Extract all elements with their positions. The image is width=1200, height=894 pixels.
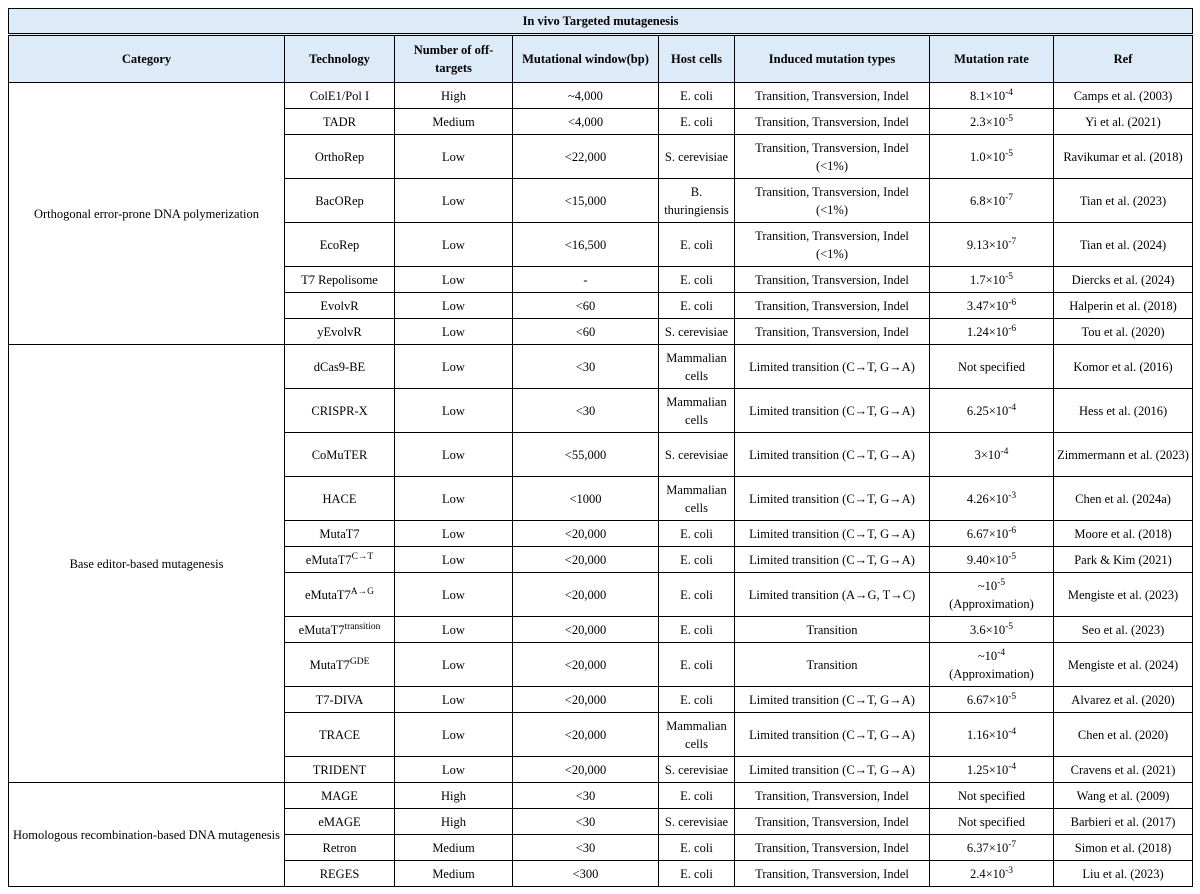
rate-exponent: -5	[1005, 113, 1014, 124]
offtargets-cell: Low	[395, 179, 513, 223]
rate-exponent: -7	[1008, 839, 1017, 850]
category-cell: Homologous recombination-based DNA mutagenesis	[9, 783, 285, 887]
window-cell: <1000	[513, 477, 659, 521]
rate-value: ~10	[977, 648, 998, 663]
technology-superscript: GDE	[349, 656, 370, 667]
header-window: Mutational window(bp)	[513, 35, 659, 83]
technology-cell	[285, 223, 395, 267]
table-title: In vivo Targeted mutagenesis	[9, 9, 1193, 35]
technology-name: eMutaT7	[298, 622, 345, 637]
mutation-types-cell: Limited transition (C→T, G→A)	[735, 757, 930, 783]
window-cell: <60	[513, 319, 659, 345]
host-cell: E. coli	[659, 835, 735, 861]
offtargets-cell: Low	[395, 319, 513, 345]
window-cell: <20,000	[513, 687, 659, 713]
rate-value: 6.67×10	[966, 692, 1009, 707]
technology-cell	[285, 713, 395, 757]
window-cell: <30	[513, 835, 659, 861]
mutagenesis-table	[8, 8, 1193, 887]
technology-name: T7 Repolisome	[301, 272, 378, 287]
ref-cell: Diercks et al. (2024)	[1054, 267, 1193, 293]
offtargets-cell: Low	[395, 757, 513, 783]
mutation-types-cell: Transition, Transversion, Indel (<1%)	[735, 179, 930, 223]
technology-cell	[285, 433, 395, 477]
ref-cell: Barbieri et al. (2017)	[1054, 809, 1193, 835]
mutation-types-cell: Limited transition (C→T, G→A)	[735, 687, 930, 713]
offtargets-cell: Low	[395, 643, 513, 687]
host-cell: E. coli	[659, 293, 735, 319]
mutation-rate-cell	[930, 521, 1054, 547]
ref-cell: Tou et al. (2020)	[1054, 319, 1193, 345]
rate-value: 8.1×10	[969, 88, 1006, 103]
technology-cell	[285, 83, 395, 109]
window-cell: <300	[513, 861, 659, 887]
ref-cell: Alvarez et al. (2020)	[1054, 687, 1193, 713]
mutation-types-cell: Limited transition (C→T, G→A)	[735, 521, 930, 547]
ref-cell: Moore et al. (2018)	[1054, 521, 1193, 547]
technology-cell	[285, 835, 395, 861]
host-cell: E. coli	[659, 573, 735, 617]
offtargets-cell: Low	[395, 267, 513, 293]
offtargets-cell: Low	[395, 345, 513, 389]
mutation-rate-cell	[930, 223, 1054, 267]
ref-cell: Halperin et al. (2018)	[1054, 293, 1193, 319]
mutation-rate-cell	[930, 293, 1054, 319]
technology-name: dCas9-BE	[313, 359, 366, 374]
rate-value: 1.25×10	[966, 762, 1009, 777]
window-cell: <20,000	[513, 521, 659, 547]
ref-cell: Ravikumar et al. (2018)	[1054, 135, 1193, 179]
mutation-types-cell: Transition, Transversion, Indel (<1%)	[735, 135, 930, 179]
offtargets-cell: Medium	[395, 835, 513, 861]
technology-cell	[285, 109, 395, 135]
window-cell: <30	[513, 783, 659, 809]
rate-exponent: -4	[1008, 726, 1017, 737]
mutation-types-cell: Transition, Transversion, Indel	[735, 783, 930, 809]
window-cell: <20,000	[513, 573, 659, 617]
mutation-rate-cell	[930, 389, 1054, 433]
header-category: Category	[9, 35, 285, 83]
rate-exponent: -6	[1008, 323, 1017, 334]
mutation-types-cell: Transition, Transversion, Indel	[735, 293, 930, 319]
mutation-rate-cell	[930, 573, 1054, 617]
host-cell: S. cerevisiae	[659, 809, 735, 835]
technology-name: OrthoRep	[314, 149, 365, 164]
host-cell: Mammalian cells	[659, 389, 735, 433]
mutation-rate-cell	[930, 617, 1054, 643]
window-cell: <30	[513, 389, 659, 433]
offtargets-cell: High	[395, 83, 513, 109]
mutation-types-cell: Transition, Transversion, Indel	[735, 83, 930, 109]
host-cell: S. cerevisiae	[659, 757, 735, 783]
technology-superscript: C→T	[351, 551, 374, 562]
ref-cell: Chen et al. (2024a)	[1054, 477, 1193, 521]
rate-value: 9.13×10	[966, 237, 1009, 252]
technology-cell	[285, 861, 395, 887]
technology-name: eMAGE	[318, 814, 361, 829]
rate-exponent: -5	[1005, 621, 1014, 632]
rate-exponent: -7	[1005, 192, 1014, 203]
technology-name: yEvolvR	[317, 324, 362, 339]
offtargets-cell: Low	[395, 433, 513, 477]
rate-exponent: -4	[1008, 761, 1017, 772]
host-cell: E. coli	[659, 267, 735, 293]
rate-value: 1.0×10	[969, 149, 1006, 164]
mutation-rate-cell	[930, 861, 1054, 887]
technology-name: EvolvR	[320, 298, 359, 313]
ref-cell: Liu et al. (2023)	[1054, 861, 1193, 887]
rate-value: 6.25×10	[966, 403, 1009, 418]
mutation-rate-cell	[930, 83, 1054, 109]
rate-exponent: -5	[1005, 148, 1014, 159]
technology-cell	[285, 547, 395, 573]
mutation-rate-cell	[930, 835, 1054, 861]
ref-cell: Mengiste et al. (2023)	[1054, 573, 1193, 617]
rate-value: 6.8×10	[969, 193, 1006, 208]
mutation-types-cell: Transition, Transversion, Indel	[735, 109, 930, 135]
ref-cell: Tian et al. (2024)	[1054, 223, 1193, 267]
host-cell: Mammalian cells	[659, 345, 735, 389]
window-cell: <30	[513, 809, 659, 835]
rate-value: 6.67×10	[966, 526, 1009, 541]
rate-exponent: -3	[1008, 490, 1017, 501]
mutation-types-cell: Limited transition (C→T, G→A)	[735, 389, 930, 433]
rate-value: 2.4×10	[969, 866, 1006, 881]
technology-cell	[285, 617, 395, 643]
header-ref: Ref	[1054, 35, 1193, 83]
window-cell: <20,000	[513, 757, 659, 783]
offtargets-cell: Medium	[395, 861, 513, 887]
ref-cell: Yi et al. (2021)	[1054, 109, 1193, 135]
mutation-types-cell: Limited transition (C→T, G→A)	[735, 433, 930, 477]
rate-exponent: -7	[1008, 236, 1017, 247]
rate-exponent: -4	[1005, 87, 1014, 98]
technology-cell	[285, 135, 395, 179]
ref-cell: Zimmermann et al. (2023)	[1054, 433, 1193, 477]
technology-name: eMutaT7	[304, 587, 351, 602]
header-offtargets: Number of off-targets	[395, 35, 513, 83]
technology-cell	[285, 687, 395, 713]
technology-cell	[285, 783, 395, 809]
header-row	[9, 35, 1193, 83]
technology-name: Retron	[322, 840, 357, 855]
offtargets-cell: Low	[395, 389, 513, 433]
offtargets-cell: Low	[395, 547, 513, 573]
mutation-types-cell: Limited transition (C→T, G→A)	[735, 345, 930, 389]
technology-name: HACE	[322, 491, 357, 506]
category-cell: Base editor-based mutagenesis	[9, 345, 285, 783]
window-cell: <16,500	[513, 223, 659, 267]
window-cell: -	[513, 267, 659, 293]
rate-note: (Approximation)	[949, 666, 1034, 681]
window-cell: <20,000	[513, 617, 659, 643]
window-cell: <4,000	[513, 109, 659, 135]
mutation-rate-cell	[930, 783, 1054, 809]
header-rate: Mutation rate	[930, 35, 1054, 83]
technology-cell	[285, 573, 395, 617]
technology-name: MAGE	[321, 788, 358, 803]
mutation-types-cell: Limited transition (C→T, G→A)	[735, 547, 930, 573]
technology-name: CRISPR-X	[311, 403, 368, 418]
rate-value: 4.26×10	[966, 491, 1009, 506]
offtargets-cell: Medium	[395, 109, 513, 135]
window-cell: <15,000	[513, 179, 659, 223]
category-cell: Orthogonal error-prone DNA polymerization	[9, 83, 285, 345]
ref-cell: Chen et al. (2020)	[1054, 713, 1193, 757]
table-row	[9, 345, 1193, 389]
mutation-rate-cell	[930, 319, 1054, 345]
offtargets-cell: Low	[395, 293, 513, 319]
window-cell: <55,000	[513, 433, 659, 477]
rate-value: 3.47×10	[966, 298, 1009, 313]
host-cell: E. coli	[659, 109, 735, 135]
technology-cell	[285, 293, 395, 319]
rate-exponent: -5	[1008, 691, 1017, 702]
offtargets-cell: Low	[395, 713, 513, 757]
host-cell: S. cerevisiae	[659, 319, 735, 345]
technology-cell	[285, 267, 395, 293]
technology-cell	[285, 757, 395, 783]
mutation-rate-cell	[930, 687, 1054, 713]
mutation-types-cell: Limited transition (C→T, G→A)	[735, 713, 930, 757]
host-cell: B. thuringiensis	[659, 179, 735, 223]
rate-value: 9.40×10	[966, 552, 1009, 567]
offtargets-cell: Low	[395, 617, 513, 643]
mutation-types-cell: Limited transition (A→G, T→C)	[735, 573, 930, 617]
mutation-types-cell: Transition, Transversion, Indel	[735, 319, 930, 345]
technology-cell	[285, 319, 395, 345]
host-cell: E. coli	[659, 617, 735, 643]
rate-value: 3.6×10	[969, 622, 1006, 637]
host-cell: E. coli	[659, 83, 735, 109]
mutation-rate-cell	[930, 547, 1054, 573]
mutation-types-cell: Transition, Transversion, Indel	[735, 861, 930, 887]
technology-name: TADR	[322, 114, 357, 129]
window-cell: <20,000	[513, 547, 659, 573]
ref-cell: Komor et al. (2016)	[1054, 345, 1193, 389]
window-cell: <60	[513, 293, 659, 319]
host-cell: E. coli	[659, 643, 735, 687]
rate-exponent: -6	[1008, 297, 1017, 308]
mutation-types-cell: Transition	[735, 617, 930, 643]
header-host: Host cells	[659, 35, 735, 83]
window-cell: <30	[513, 345, 659, 389]
technology-name: BacORep	[315, 193, 364, 208]
technology-cell	[285, 643, 395, 687]
technology-cell	[285, 521, 395, 547]
host-cell: E. coli	[659, 547, 735, 573]
mutation-rate-cell	[930, 345, 1054, 389]
mutation-rate-cell	[930, 643, 1054, 687]
mutation-rate-cell	[930, 477, 1054, 521]
rate-value: ~10	[977, 578, 998, 593]
host-cell: S. cerevisiae	[659, 135, 735, 179]
rate-value: Not specified	[958, 814, 1025, 829]
technology-name: ColE1/Pol I	[309, 88, 370, 103]
host-cell: E. coli	[659, 687, 735, 713]
offtargets-cell: Low	[395, 687, 513, 713]
rate-note: (Approximation)	[949, 596, 1034, 611]
technology-cell	[285, 389, 395, 433]
mutation-rate-cell	[930, 713, 1054, 757]
mutation-rate-cell	[930, 135, 1054, 179]
mutation-rate-cell	[930, 179, 1054, 223]
mutation-types-cell: Limited transition (C→T, G→A)	[735, 477, 930, 521]
rate-value: 6.37×10	[966, 840, 1009, 855]
technology-name: eMutaT7	[305, 552, 352, 567]
ref-cell: Park & Kim (2021)	[1054, 547, 1193, 573]
technology-name: T7-DIVA	[315, 692, 364, 707]
mutation-types-cell: Transition	[735, 643, 930, 687]
offtargets-cell: Low	[395, 223, 513, 267]
host-cell: Mammalian cells	[659, 477, 735, 521]
technology-name: TRIDENT	[312, 762, 367, 777]
rate-value: Not specified	[958, 359, 1025, 374]
offtargets-cell: Low	[395, 135, 513, 179]
technology-name: CoMuTER	[311, 447, 368, 462]
technology-cell	[285, 809, 395, 835]
mutation-types-cell: Transition, Transversion, Indel	[735, 267, 930, 293]
table-row	[9, 83, 1193, 109]
mutagenesis-table-container	[8, 8, 1192, 887]
offtargets-cell: Low	[395, 521, 513, 547]
rate-exponent: -5	[1005, 271, 1014, 282]
offtargets-cell: High	[395, 809, 513, 835]
mutation-rate-cell	[930, 267, 1054, 293]
technology-cell	[285, 179, 395, 223]
rate-exponent: -5	[997, 577, 1006, 588]
table-row	[9, 783, 1193, 809]
rate-exponent: -6	[1008, 525, 1017, 536]
technology-name: REGES	[319, 866, 360, 881]
rate-value: 1.7×10	[969, 272, 1006, 287]
technology-cell	[285, 345, 395, 389]
mutation-types-cell: Transition, Transversion, Indel	[735, 835, 930, 861]
rate-exponent: -4	[1008, 402, 1017, 413]
ref-cell: Mengiste et al. (2024)	[1054, 643, 1193, 687]
mutation-rate-cell	[930, 809, 1054, 835]
ref-cell: Cravens et al. (2021)	[1054, 757, 1193, 783]
rate-value: 1.16×10	[966, 727, 1009, 742]
header-types: Induced mutation types	[735, 35, 930, 83]
ref-cell: Tian et al. (2023)	[1054, 179, 1193, 223]
mutation-types-cell: Transition, Transversion, Indel (<1%)	[735, 223, 930, 267]
header-technology: Technology	[285, 35, 395, 83]
technology-superscript: A→G	[350, 586, 375, 597]
host-cell: E. coli	[659, 783, 735, 809]
technology-name: EcoRep	[319, 237, 360, 252]
host-cell: E. coli	[659, 223, 735, 267]
offtargets-cell: High	[395, 783, 513, 809]
technology-name: TRACE	[319, 727, 360, 742]
mutation-rate-cell	[930, 433, 1054, 477]
technology-cell	[285, 477, 395, 521]
ref-cell: Camps et al. (2003)	[1054, 83, 1193, 109]
rate-value: 1.24×10	[966, 324, 1009, 339]
mutation-types-cell: Transition, Transversion, Indel	[735, 809, 930, 835]
offtargets-cell: Low	[395, 573, 513, 617]
ref-cell: Seo et al. (2023)	[1054, 617, 1193, 643]
window-cell: <22,000	[513, 135, 659, 179]
host-cell: E. coli	[659, 521, 735, 547]
host-cell: S. cerevisiae	[659, 433, 735, 477]
rate-value: 2.3×10	[969, 114, 1006, 129]
window-cell: ~4,000	[513, 83, 659, 109]
host-cell: E. coli	[659, 861, 735, 887]
offtargets-cell: Low	[395, 477, 513, 521]
rate-exponent: -4	[1000, 446, 1009, 457]
rate-exponent: -5	[1008, 551, 1017, 562]
window-cell: <20,000	[513, 713, 659, 757]
technology-name: MutaT7	[319, 526, 360, 541]
mutation-rate-cell	[930, 109, 1054, 135]
ref-cell: Hess et al. (2016)	[1054, 389, 1193, 433]
host-cell: Mammalian cells	[659, 713, 735, 757]
window-cell: <20,000	[513, 643, 659, 687]
rate-exponent: -3	[1005, 865, 1014, 876]
mutation-rate-cell	[930, 757, 1054, 783]
rate-value: Not specified	[958, 788, 1025, 803]
ref-cell: Wang et al. (2009)	[1054, 783, 1193, 809]
technology-superscript: transition	[344, 621, 381, 632]
technology-name: MutaT7	[309, 657, 350, 672]
rate-exponent: -4	[997, 647, 1006, 658]
rate-value: 3×10	[974, 447, 1001, 462]
ref-cell: Simon et al. (2018)	[1054, 835, 1193, 861]
